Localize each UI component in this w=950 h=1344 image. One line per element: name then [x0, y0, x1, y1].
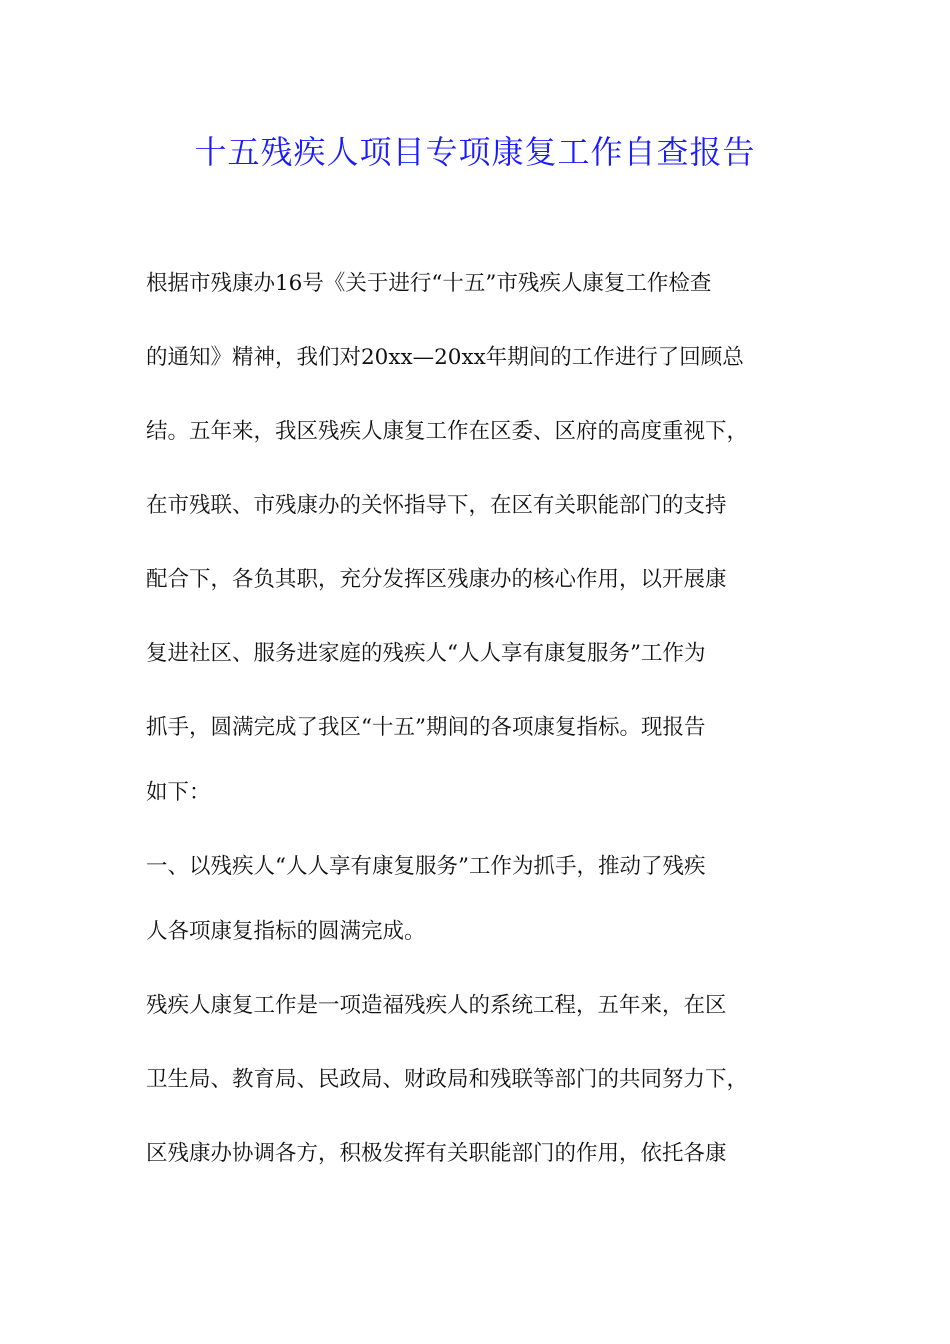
body-line-6: 复进社区、服务进家庭的残疾人“人人享有康复服务”工作为 — [146, 641, 706, 666]
body-line-10: 卫生局、教育局、民政局、财政局和残联等部门的共同努力下， — [146, 1067, 749, 1092]
body-line-4: 在市残联、市残康办的关怀指导下，在区有关职能部门的支持 — [146, 493, 727, 518]
body-line-2: 的通知》精神，我们对20xx—20xx年期间的工作进行了回顾总 — [146, 345, 744, 370]
body-line-7: 抓手，圆满完成了我区“十五”期间的各项康复指标。现报告 — [146, 715, 706, 740]
body-line-1: 根据市残康办16号《关于进行“十五”市残疾人康复工作检查 — [146, 271, 712, 296]
body-line-8: 如下： — [146, 780, 211, 805]
body-line-11: 区残康办协调各方，积极发挥有关职能部门的作用，依托各康 — [146, 1141, 727, 1166]
document-body — [146, 265, 826, 1172]
section-heading-line-2: 人各项康复指标的圆满完成。 — [146, 919, 426, 944]
body-line-5: 配合下，各负其职，充分发挥区残康办的核心作用，以开展康 — [146, 567, 727, 592]
body-line-9: 残疾人康复工作是一项造福残疾人的系统工程，五年来，在区 — [146, 993, 727, 1018]
body-line-3: 结。五年来，我区残疾人康复工作在区委、区府的高度重视下， — [146, 419, 749, 444]
document-title: 十五残疾人项目专项康复工作自查报告 — [194, 133, 756, 171]
section-heading-line-1: 一、以残疾人“人人享有康复服务”工作为抓手，推动了残疾 — [146, 854, 706, 879]
